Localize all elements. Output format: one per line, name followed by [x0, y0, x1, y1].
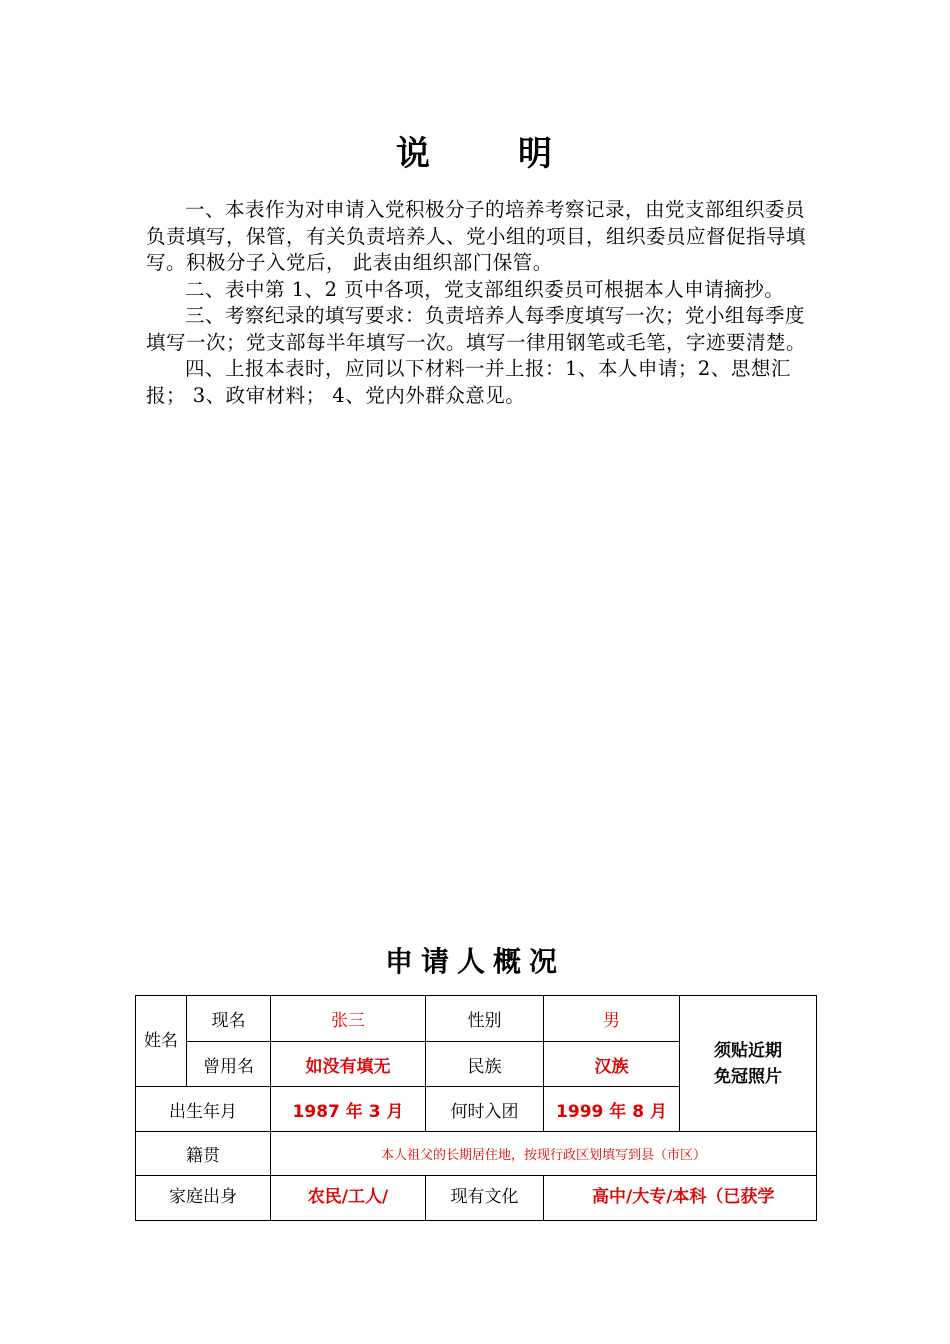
league-join-value[interactable]: 1999 年 8 月: [544, 1087, 680, 1132]
current-name-label: 现名: [187, 996, 271, 1042]
instructions-title: [0, 126, 950, 175]
former-name-label: 曾用名: [187, 1042, 271, 1087]
name-group-label: 姓名: [136, 996, 187, 1087]
applicant-section-title: 申请人概况: [384, 945, 565, 978]
league-join-label: 何时入团: [426, 1087, 544, 1132]
birth-value[interactable]: 1987 年 3 月: [271, 1087, 426, 1132]
family-background-label: 家庭出身: [136, 1176, 271, 1221]
instruction-paragraph-2: 二、表中第 1、2 页中各项，党支部组织委员可根据本人申请摘抄。: [185, 277, 785, 301]
family-background-value[interactable]: 农民/工人/: [271, 1176, 426, 1221]
photo-area: [680, 996, 817, 1132]
ethnicity-label: 民族: [426, 1042, 544, 1087]
origin-value[interactable]: 本人祖父的长期居住地，按现行政区划填写到县（市区）: [271, 1132, 817, 1176]
current-name-value[interactable]: 张三: [271, 996, 426, 1042]
gender-value[interactable]: 男: [544, 996, 680, 1042]
instruction-paragraph-4: 四、上报本表时，应同以下材料一并上报：1、本人申请；2、思想汇报； 3、政审材料； 4、党内外群众意见。: [146, 357, 791, 407]
former-name-value[interactable]: 如没有填无: [271, 1042, 426, 1087]
gender-label: 性别: [426, 996, 544, 1042]
birth-label: 出生年月: [136, 1087, 271, 1132]
title-char-2: 明: [518, 134, 554, 174]
instruction-paragraph-3: 三、考察纪录的填写要求：负责培养人每季度填写一次；党小组每季度填写一次；党支部每半年填写一次。填写一律用钢笔或毛笔，字迹要清楚。: [146, 304, 807, 354]
photo-label: 须贴近期免冠照片: [714, 1040, 782, 1087]
education-value[interactable]: 高中/大专/本科（已获学: [544, 1176, 817, 1221]
education-label: 现有文化: [426, 1176, 544, 1221]
title-char-1: 说: [396, 134, 432, 174]
instruction-paragraph-1: 一、本表作为对申请入党积极分子的培养考察记录，由党支部组织委员负责填写，保管，有关负责培养人、党小组的项目，组织委员应督促指导填写。积极分子入党后， 此表由组织部门保管。: [146, 198, 807, 274]
origin-label: 籍贯: [136, 1132, 271, 1176]
instructions-body: [146, 197, 818, 409]
applicant-info-table: [135, 995, 817, 1221]
ethnicity-value[interactable]: 汉族: [544, 1042, 680, 1087]
